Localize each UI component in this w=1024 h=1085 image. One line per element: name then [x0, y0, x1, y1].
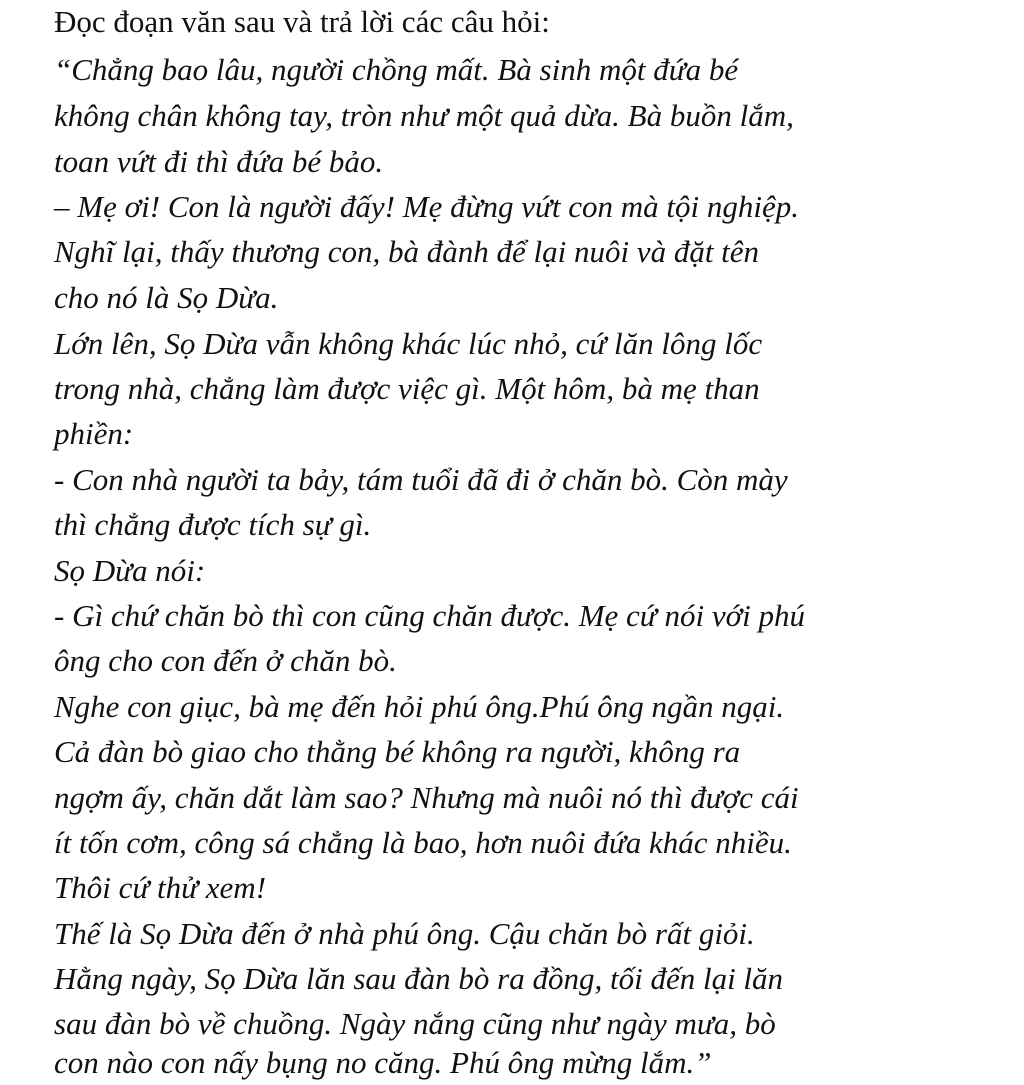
- text-line: cho nó là Sọ Dừa.: [54, 280, 279, 315]
- text-line: Nghe con giục, bà mẹ đến hỏi phú ông.Phú ông ngần ngại.: [54, 689, 785, 724]
- text-line: “Chẳng bao lâu, người chồng mất. Bà sinh một đứa bé: [54, 52, 739, 87]
- document-heading: Đọc đoạn văn sau và trả lời các câu hỏi:: [54, 4, 550, 39]
- text-line: - Gì chứ chăn bò thì con cũng chăn được. Mẹ cứ nói với phú: [54, 598, 805, 633]
- text-line: – Mẹ ơi! Con là người đấy! Mẹ đừng vứt con mà tội nghiệp.: [54, 189, 800, 224]
- text-line: ông cho con đến ở chăn bò.: [54, 643, 397, 678]
- text-line: thì chẳng được tích sự gì.: [54, 507, 372, 542]
- text-line: Nghĩ lại, thấy thương con, bà đành để lại nuôi và đặt tên: [54, 234, 760, 269]
- text-line: Thôi cứ thử xem!: [54, 870, 267, 905]
- text-line: Sọ Dừa nói:: [54, 553, 206, 588]
- text-line: - Con nhà người ta bảy, tám tuổi đã đi ở chăn bò. Còn mày: [54, 462, 788, 497]
- text-line: Lớn lên, Sọ Dừa vẫn không khác lúc nhỏ, cứ lăn lông lốc: [54, 326, 763, 361]
- text-line: sau đàn bò về chuồng. Ngày nắng cũng như ngày mưa, bò: [54, 1006, 776, 1041]
- text-line: toan vứt đi thì đứa bé bảo.: [54, 144, 384, 179]
- text-line: phiền:: [54, 416, 134, 451]
- text-line: ít tốn cơm, công sá chẳng là bao, hơn nuôi đứa khác nhiều.: [54, 825, 792, 860]
- text-line: Thế là Sọ Dừa đến ở nhà phú ông. Cậu chăn bò rất giỏi.: [54, 916, 755, 951]
- text-line: ngợm ấy, chăn dắt làm sao? Nhưng mà nuôi nó thì được cái: [54, 780, 799, 815]
- text-line: không chân không tay, tròn như một quả dừa. Bà buồn lắm,: [54, 98, 794, 133]
- text-line: trong nhà, chẳng làm được việc gì. Một hôm, bà mẹ than: [54, 371, 760, 406]
- text-line: Hằng ngày, Sọ Dừa lăn sau đàn bò ra đồng, tối đến lại lăn: [54, 961, 784, 996]
- text-line: con nào con nấy bụng no căng. Phú ông mừng lắm.”: [54, 1045, 712, 1080]
- text-line: Cả đàn bò giao cho thằng bé không ra người, không ra: [54, 734, 741, 769]
